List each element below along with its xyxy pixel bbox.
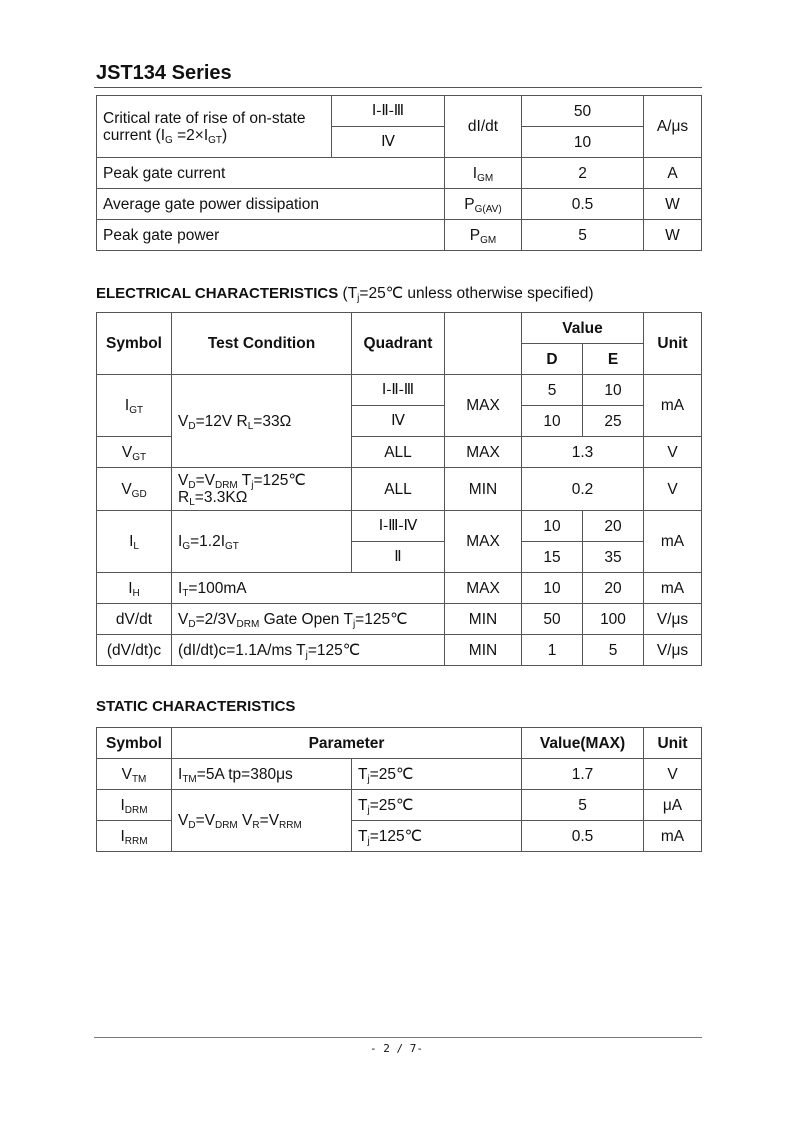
unit-cell: mA bbox=[644, 375, 702, 437]
header-quadrant: Quadrant bbox=[352, 313, 445, 375]
quadrant-cell: Ⅰ-Ⅱ-Ⅲ bbox=[332, 96, 445, 127]
condition-vtm: $I_{TM}=5A$ tp=380μs bbox=[172, 759, 352, 790]
symbol-dvdt: dV/dt bbox=[97, 604, 172, 635]
param-peak-gate-current: Peak gate current bbox=[97, 158, 445, 189]
page-number: - 2 / 7- bbox=[370, 1042, 423, 1055]
symbol-dvdtc: (dV/dt)c bbox=[97, 635, 172, 666]
value-cell: 10 bbox=[522, 127, 644, 158]
electrical-section-title: ELECTRICAL CHARACTERISTICS ($T_j=25℃$ unless otherwise specified) bbox=[96, 285, 594, 304]
unit-cell: A/μs bbox=[644, 96, 702, 158]
header-limit bbox=[445, 313, 522, 375]
quadrant-cell: Ⅰ-Ⅲ-Ⅳ bbox=[352, 511, 445, 542]
quadrant-cell: Ⅳ bbox=[332, 127, 445, 158]
symbol-il: $I_L$ bbox=[97, 511, 172, 573]
quadrant-cell: ALL bbox=[352, 468, 445, 511]
header-parameter: Parameter bbox=[172, 728, 522, 759]
value-d: 15 bbox=[522, 542, 583, 573]
header-rule bbox=[94, 87, 702, 88]
quadrant-cell: Ⅱ bbox=[352, 542, 445, 573]
condition-idrm-irrm: $V_D=V_{DRM}$ $V_R=V_{RRM}$ bbox=[172, 790, 352, 852]
header-e: E bbox=[583, 344, 644, 375]
quadrant-cell: Ⅰ-Ⅱ-Ⅲ bbox=[352, 375, 445, 406]
symbol-idrm: $I_{DRM}$ bbox=[97, 790, 172, 821]
header-test-condition: Test Condition bbox=[172, 313, 352, 375]
value-d: 10 bbox=[522, 573, 583, 604]
unit-cell: mA bbox=[644, 821, 702, 852]
value-e: 25 bbox=[583, 406, 644, 437]
condition-ih: $I_T=100mA$ bbox=[172, 573, 445, 604]
footer-rule bbox=[94, 1037, 702, 1038]
symbol-ih: $I_H$ bbox=[97, 573, 172, 604]
symbol-vtm: $V_{TM}$ bbox=[97, 759, 172, 790]
header-unit: Unit bbox=[644, 728, 702, 759]
symbol-cell: dI/dt bbox=[445, 96, 522, 158]
condition-dvdtc: (dI/dt)c=1.1A/ms $T_j=125℃$ bbox=[172, 635, 445, 666]
temperature-cell: $T_j=125℃$ bbox=[352, 821, 522, 852]
value-d: 1 bbox=[522, 635, 583, 666]
symbol-irrm: $I_{RRM}$ bbox=[97, 821, 172, 852]
value-cell: 1.7 bbox=[522, 759, 644, 790]
value-d: 5 bbox=[522, 375, 583, 406]
value-cell: 0.5 bbox=[522, 189, 644, 220]
value-d: 10 bbox=[522, 406, 583, 437]
limit-cell: MIN bbox=[445, 635, 522, 666]
limit-cell: MAX bbox=[445, 573, 522, 604]
header-symbol: Symbol bbox=[97, 313, 172, 375]
header-value-max: Value(MAX) bbox=[522, 728, 644, 759]
value-cell: 5 bbox=[522, 790, 644, 821]
electrical-characteristics-table bbox=[96, 312, 702, 666]
symbol-cell: $P_{GM}$ bbox=[445, 220, 522, 251]
value-cell: 5 bbox=[522, 220, 644, 251]
value-e: 100 bbox=[583, 604, 644, 635]
value-e: 35 bbox=[583, 542, 644, 573]
limit-cell: MAX bbox=[445, 375, 522, 437]
value-e: 20 bbox=[583, 573, 644, 604]
condition-vgd: $V_D=V_{DRM}$ $T_j=125℃$ $R_L=3.3K\Omega$ bbox=[172, 468, 352, 511]
unit-cell: mA bbox=[644, 573, 702, 604]
header-d: D bbox=[522, 344, 583, 375]
unit-cell: mA bbox=[644, 511, 702, 573]
value-d: 10 bbox=[522, 511, 583, 542]
max-ratings-table-continued bbox=[96, 95, 702, 251]
unit-cell: V/μs bbox=[644, 604, 702, 635]
param-peak-gate-power: Peak gate power bbox=[97, 220, 445, 251]
static-section-title: STATIC CHARACTERISTICS bbox=[96, 698, 296, 715]
symbol-vgd: $V_{GD}$ bbox=[97, 468, 172, 511]
value-e: 20 bbox=[583, 511, 644, 542]
condition-dvdt: $V_D=2/3V_{DRM}$ Gate Open $T_j=125℃$ bbox=[172, 604, 445, 635]
limit-cell: MIN bbox=[445, 604, 522, 635]
document-title: JST134 Series bbox=[96, 62, 232, 84]
value-e: 10 bbox=[583, 375, 644, 406]
unit-cell: A bbox=[644, 158, 702, 189]
condition-il: $I_G=1.2I_{GT}$ bbox=[172, 511, 352, 573]
unit-cell: μA bbox=[644, 790, 702, 821]
symbol-cell: $I_{GM}$ bbox=[445, 158, 522, 189]
limit-cell: MAX bbox=[445, 437, 522, 468]
limit-cell: MIN bbox=[445, 468, 522, 511]
unit-cell: V bbox=[644, 759, 702, 790]
value-merged: 0.2 bbox=[522, 468, 644, 511]
unit-cell: V bbox=[644, 468, 702, 511]
temperature-cell: $T_j=25℃$ bbox=[352, 790, 522, 821]
param-avg-gate-power: Average gate power dissipation bbox=[97, 189, 445, 220]
temperature-cell: $T_j=25℃$ bbox=[352, 759, 522, 790]
header-unit: Unit bbox=[644, 313, 702, 375]
quadrant-cell: Ⅳ bbox=[352, 406, 445, 437]
quadrant-cell: ALL bbox=[352, 437, 445, 468]
param-critical-rate: Critical rate of rise of on-state current $(I_G =2\times I_{GT})$ bbox=[97, 96, 332, 158]
static-characteristics-table bbox=[96, 727, 702, 852]
unit-cell: W bbox=[644, 220, 702, 251]
symbol-igt: $I_{GT}$ bbox=[97, 375, 172, 437]
value-cell: 2 bbox=[522, 158, 644, 189]
value-d: 50 bbox=[522, 604, 583, 635]
value-cell: 50 bbox=[522, 96, 644, 127]
symbol-cell: $P_{G(AV)}$ bbox=[445, 189, 522, 220]
limit-cell: MAX bbox=[445, 511, 522, 573]
header-symbol: Symbol bbox=[97, 728, 172, 759]
unit-cell: V bbox=[644, 437, 702, 468]
condition-igt-vgt: $V_D=12V$ $R_L=33\Omega$ bbox=[172, 375, 352, 468]
header-value: Value bbox=[522, 313, 644, 344]
value-merged: 1.3 bbox=[522, 437, 644, 468]
unit-cell: W bbox=[644, 189, 702, 220]
value-e: 5 bbox=[583, 635, 644, 666]
symbol-vgt: $V_{GT}$ bbox=[97, 437, 172, 468]
unit-cell: V/μs bbox=[644, 635, 702, 666]
value-cell: 0.5 bbox=[522, 821, 644, 852]
